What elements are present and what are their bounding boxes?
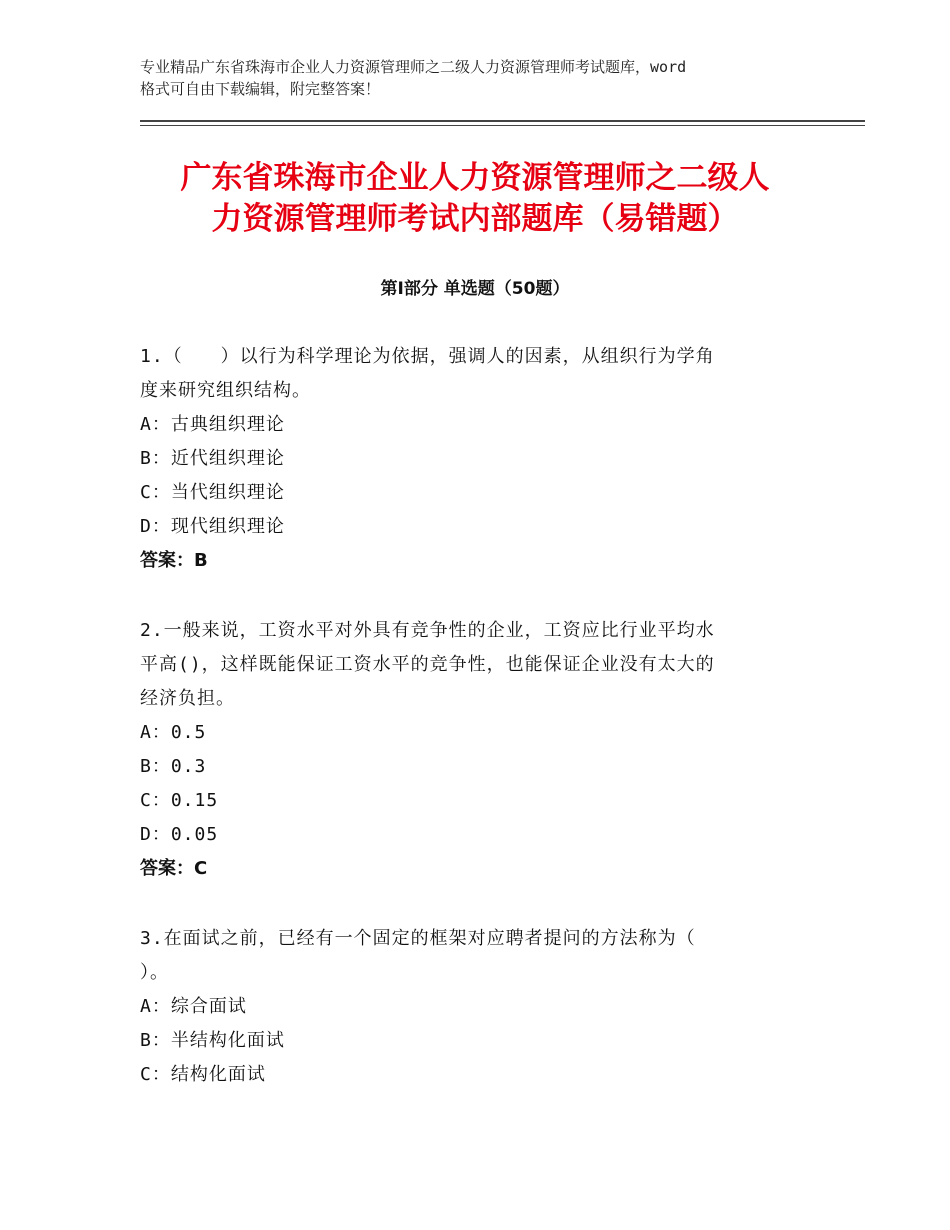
answer-text: 答案：B (140, 550, 208, 571)
question-stem-line: 1.（ ）以行为科学理论为依据，强调人的因素，从组织行为学角 (140, 346, 715, 367)
option-a: A：综合面试 (140, 996, 247, 1017)
question-1 (140, 340, 810, 578)
question-stem-line: ）。 (140, 962, 169, 983)
answer-text: 答案：C (140, 858, 208, 879)
question-stem-line: 经济负担。 (140, 688, 235, 709)
header-divider-thin (140, 125, 865, 126)
document-title-line-1: 广东省珠海市企业人力资源管理师之二级人 (180, 160, 770, 196)
question-stem-line: 平高()，这样既能保证工资水平的竞争性，也能保证企业没有太大的 (140, 654, 715, 675)
option-c: C：结构化面试 (140, 1064, 266, 1085)
option-d: D：现代组织理论 (140, 516, 285, 537)
question-3 (140, 922, 810, 1092)
header-note-line-1: 专业精品广东省珠海市企业人力资源管理师之二级人力资源管理师考试题库，word (140, 58, 687, 76)
document-title (120, 158, 830, 240)
option-a: A：0.5 (140, 722, 207, 743)
option-b: B：近代组织理论 (140, 448, 285, 469)
option-d: D：0.05 (140, 824, 219, 845)
header-note (140, 56, 830, 100)
option-a: A：古典组织理论 (140, 414, 285, 435)
question-stem (140, 614, 810, 716)
header-note-line-2: 格式可自由下载编辑，附完整答案！ (140, 80, 381, 98)
section-heading: 第Ⅰ部分 单选题（50题） (380, 279, 570, 299)
question-stem (140, 340, 810, 408)
question-stem-line: 3.在面试之前，已经有一个固定的框架对应聘者提问的方法称为（ (140, 928, 696, 949)
option-c: C：0.15 (140, 790, 219, 811)
option-b: B：半结构化面试 (140, 1030, 285, 1051)
question-2 (140, 614, 810, 886)
option-b: B：0.3 (140, 756, 207, 777)
question-stem-line: 度来研究组织结构。 (140, 380, 311, 401)
question-stem-line: 2.一般来说，工资水平对外具有竞争性的企业，工资应比行业平均水 (140, 620, 715, 641)
header-divider-thick (140, 120, 865, 122)
document-title-line-2: 力资源管理师考试内部题库（易错题） (211, 201, 739, 237)
question-stem (140, 922, 810, 990)
option-c: C：当代组织理论 (140, 482, 285, 503)
